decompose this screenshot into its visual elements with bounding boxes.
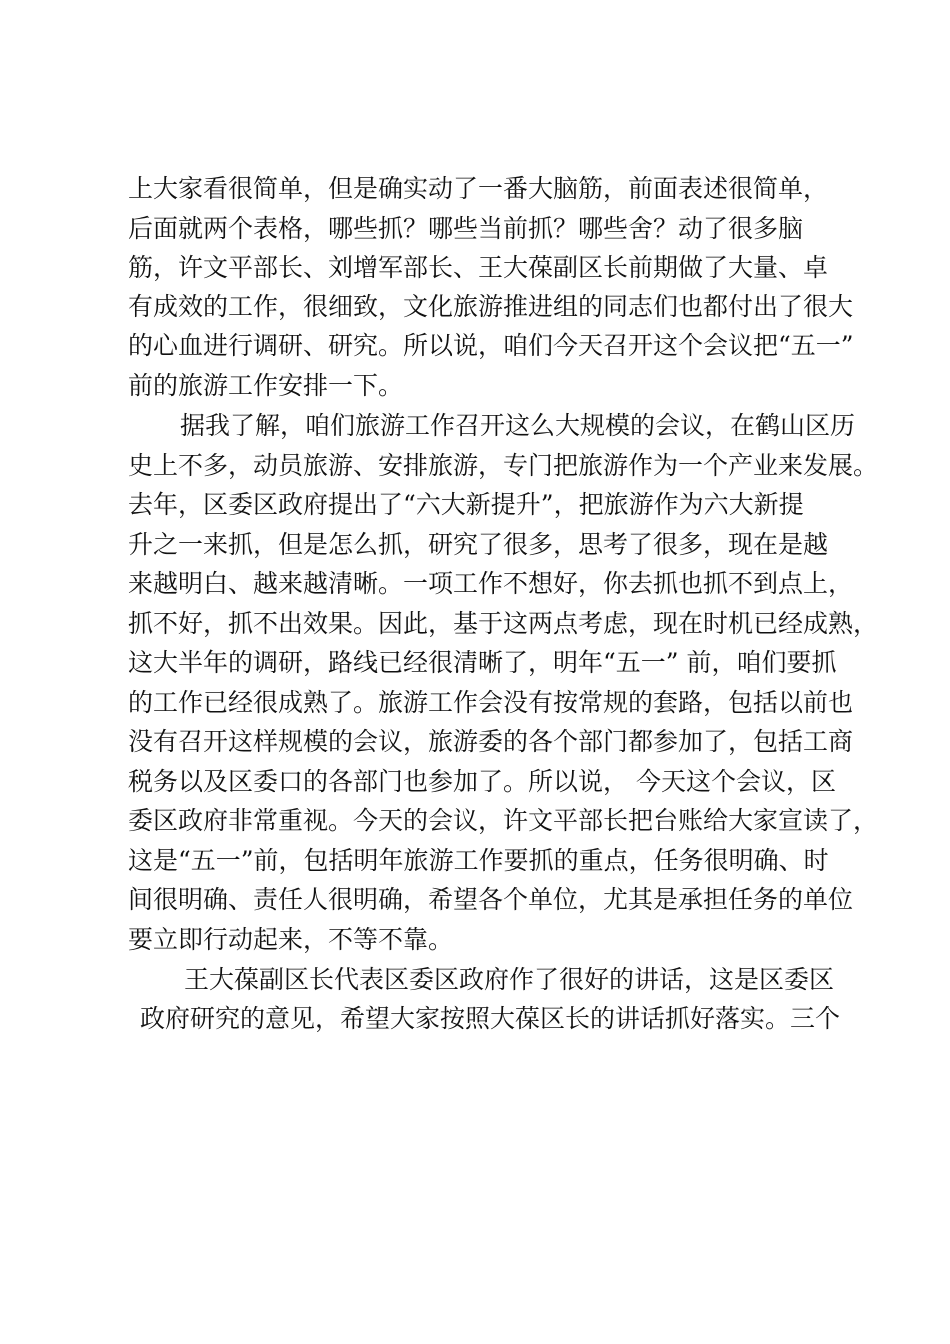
text-line: 后面就两个表格，哪些抓？哪些当前抓？哪些舍？动了很多脑	[128, 214, 804, 243]
text-line: 间很明确、责任人很明确，希望各个单位，尤其是承担任务的单位	[128, 885, 854, 914]
text-line: 这大半年的调研，路线已经很清晰了，明年“五一” 前，咱们要抓	[128, 648, 837, 677]
text-line: 王大葆副区长代表区委区政府作了很好的讲话，这是区委区	[184, 965, 835, 994]
text-line: 升之一来抓，但是怎么抓，研究了很多，思考了很多，现在是越	[128, 530, 829, 559]
text-line: 这是“五一”前，包括明年旅游工作要抓的重点，任务很明确、时	[128, 846, 829, 875]
text-line: 的工作已经很成熟了。旅游工作会没有按常规的套路，包括以前也	[128, 688, 854, 717]
text-line: 筋，许文平部长、刘增军部长、王大葆副区长前期做了大量、卓	[128, 253, 829, 282]
text-line: 据我了解，咱们旅游工作召开这么大规模的会议，在鹤山区历	[180, 411, 856, 440]
text-line: 税务以及区委口的各部门也参加了。所以说， 今天这个会议，区	[128, 767, 836, 796]
text-line: 没有召开这样规模的会议，旅游委的各个部门都参加了，包括工商	[128, 727, 854, 756]
text-line: 史上不多，动员旅游、安排旅游，专门把旅游作为一个产业来发展。	[128, 451, 879, 480]
text-line: 抓不好，抓不出效果。因此，基于这两点考虑，现在时机已经成熟，	[128, 609, 879, 638]
text-line: 有成效的工作，很细致，文化旅游推进组的同志们也都付出了很大	[128, 292, 854, 321]
text-line: 的心血进行调研、研究。所以说，咱们今天召开这个会议把“五一”	[128, 331, 854, 360]
text-line: 政府研究的意见，希望大家按照大葆区长的讲话抓好落实。三个	[140, 1004, 841, 1033]
text-line: 上大家看很简单，但是确实动了一番大脑筋，前面表述很简单，	[128, 174, 829, 203]
text-line: 去年，区委区政府提出了“六大新提升”，把旅游作为六大新提	[128, 490, 804, 519]
text-line: 委区政府非常重视。今天的会议，许文平部长把台账给大家宣读了，	[128, 806, 879, 835]
text-line: 来越明白、越来越清晰。一项工作不想好，你去抓也抓不到点上，	[128, 569, 854, 598]
text-line: 要立即行动起来，不等不靠。	[128, 925, 454, 954]
text-line: 前的旅游工作安排一下。	[128, 371, 404, 400]
